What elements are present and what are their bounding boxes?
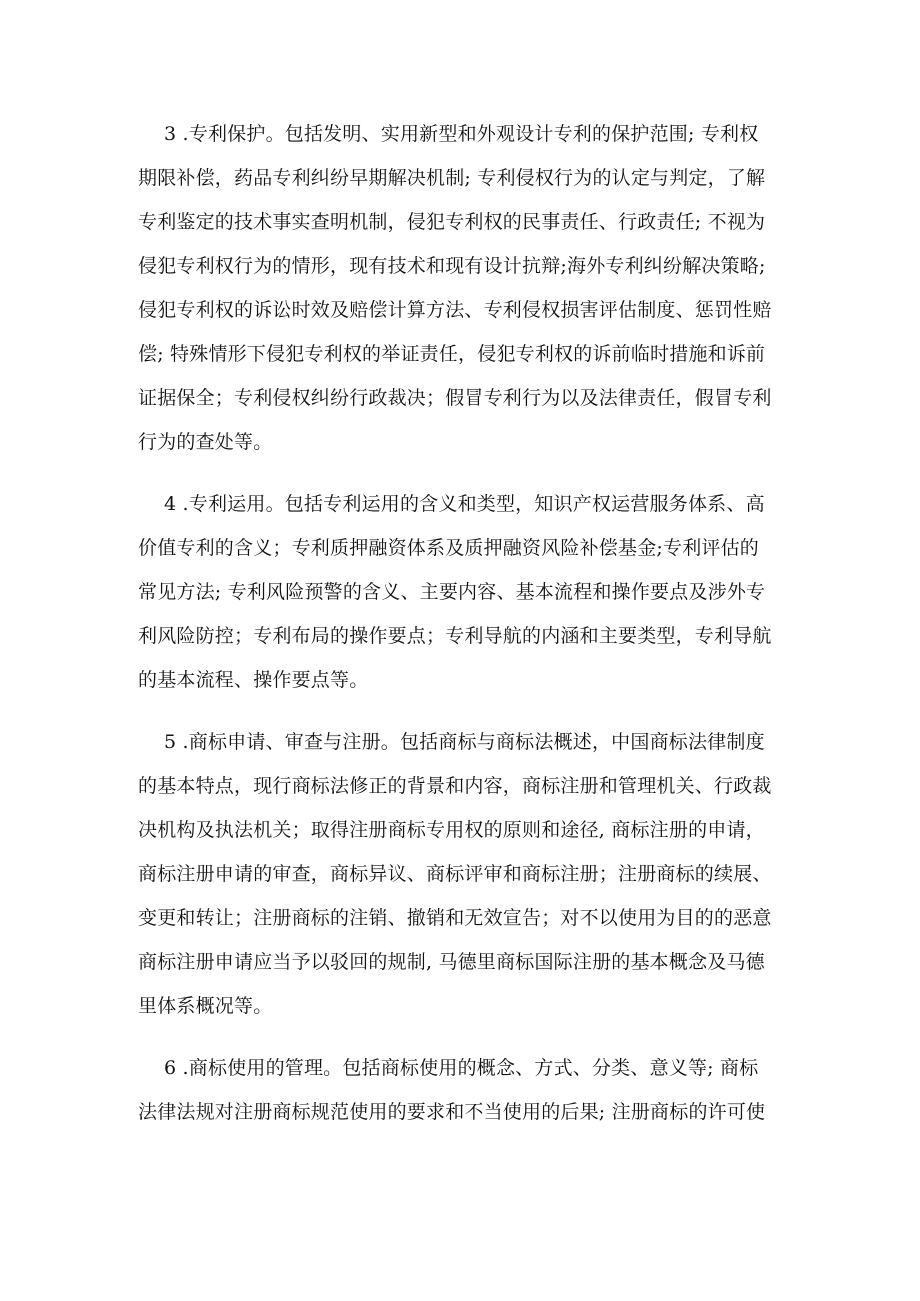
paragraph-line: 偿; 特殊情形下侵犯专利权的举证责任，侵犯专利权的诉前临时措施和诉前: [138, 343, 766, 365]
paragraph-line: 常见方法; 专利风险预警的含义、主要内容、基本流程和操作要点及涉外专: [138, 581, 766, 603]
paragraph-line: 法律法规对注册商标规范使用的要求和不当使用的后果; 注册商标的许可使: [138, 1101, 766, 1123]
paragraph-line: 6 .商标使用的管理。包括商标使用的概念、方式、分类、意义等; 商标: [164, 1057, 759, 1079]
paragraph-line: 3 .专利保护。包括发明、实用新型和外观设计专利的保护范围; 专利权: [164, 123, 759, 145]
paragraph-line: 行为的查处等。: [138, 431, 273, 453]
paragraph-line: 证据保全；专利侵权纠纷行政裁决；假冒专利行为以及法律责任，假冒专利: [138, 387, 772, 409]
paragraph-line: 4 .专利运用。包括专利运用的含义和类型，知识产权运营服务体系、高: [164, 493, 765, 515]
paragraph-line: 里体系概况等。: [138, 995, 273, 1017]
paragraph-line: 利风险防控；专利布局的操作要点；专利导航的内涵和主要类型，专利导航: [138, 625, 772, 647]
paragraph-line: 价值专利的含义；专利质押融资体系及质押融资风险补偿基金;专利评估的: [138, 537, 760, 559]
paragraph-line: 的基本特点，现行商标法修正的背景和内容，商标注册和管理机关、行政裁: [138, 775, 772, 797]
paragraph-line: 决机构及执法机关；取得注册商标专用权的原则和途径, 商标注册的申请，: [138, 819, 765, 841]
paragraph-line: 期限补偿，药品专利纠纷早期解决机制; 专利侵权行为的认定与判定，了解: [138, 167, 766, 189]
paragraph-line: 侵犯专利权行为的情形，现有技术和现有设计抗辩;海外专利纠纷解决策略;: [138, 255, 766, 277]
paragraph-line: 商标注册申请应当予以驳回的规制, 马德里商标国际注册的基本概念及马德: [138, 951, 765, 973]
paragraph-line: 侵犯专利权的诉讼时效及赔偿计算方法、专利侵权损害评估制度、惩罚性赔: [138, 299, 772, 321]
paragraph-line: 的基本流程、操作要点等。: [138, 669, 369, 691]
paragraph-line: 专利鉴定的技术事实查明机制，侵犯专利权的民事责任、行政责任; 不视为: [138, 211, 766, 233]
paragraph-line: 变更和转让；注册商标的注销、撤销和无效宣告；对不以使用为目的的恶意: [138, 907, 772, 929]
paragraph-line: 商标注册申请的审查，商标异议、商标评审和商标注册；注册商标的续展、: [138, 863, 772, 885]
paragraph-line: 5 .商标申请、审查与注册。包括商标与商标法概述，中国商标法律制度: [164, 731, 765, 753]
